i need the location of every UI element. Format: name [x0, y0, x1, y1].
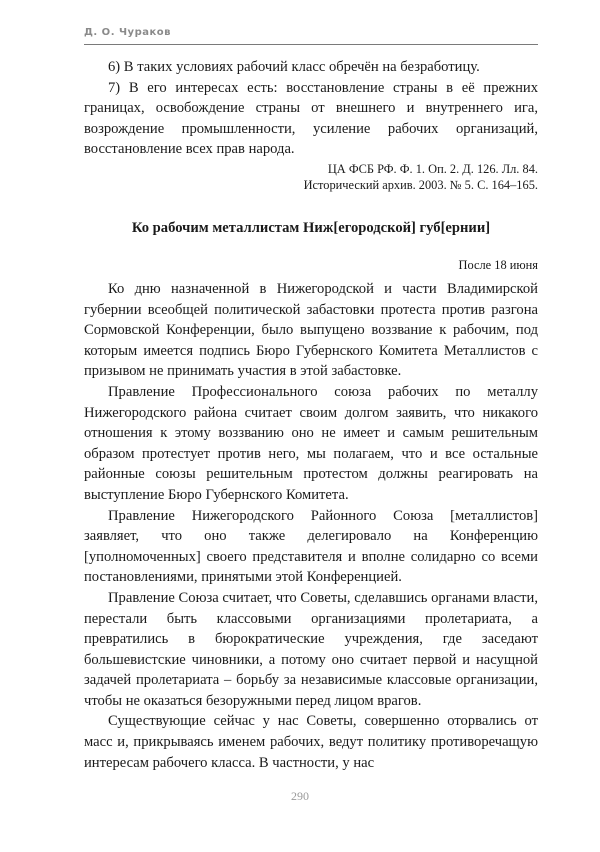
page-number: 290 — [291, 789, 309, 803]
list-block — [84, 57, 538, 160]
header-rule — [84, 44, 538, 45]
running-head-author: Д. О. Чураков — [84, 27, 171, 38]
paragraph: Существующие сейчас у нас Советы, совершенно оторвались от масс и, прикрываясь именем рабочих, ведут политику противоречащую интересам рабочего класса. В частности, у нас — [84, 713, 538, 771]
source-citation-journal: Исторический архив. 2003. № 5. С. 164–165. — [303, 178, 538, 192]
list-item-7: 7) В его интересах есть: восстановление страны в её прежних границах, освобождение страны от внешнего и внутреннего ига, возрождение промышленности, усиление рабочих организаций, восстановление всех прав народа. — [84, 79, 538, 158]
source-citation-archive: ЦА ФСБ РФ. Ф. 1. Оп. 2. Д. 126. Лл. 84. — [327, 162, 538, 176]
list-item-6: 6) В таких условиях рабочий класс обречён на безработицу. — [108, 59, 480, 75]
paragraph: Правление Нижегородского Районного Союза [металлистов] заявляет, что оно также делегировало на Конференцию [уполномоченных] своего представителя и вполне солидарно со всеми постановлениями, принятыми этой Конференцией. — [84, 507, 538, 586]
paragraph: Правление Союза считает, что Советы, сделавшись органами власти, перестали быть классовыми организациями пролетариата, а превратились в бюрократические учреждения, где заседают большевистские чиновники, а потому оно считает первой и насущной задачей пролетариата – борьбу за независимые классовые организации, чтобы не оказаться безоружными перед лицом врагов. — [84, 589, 538, 709]
document-body — [84, 279, 538, 773]
document-title: Ко рабочим металлистам Ниж[егородской] губ[ернии] — [131, 220, 491, 236]
paragraph: Ко дню назначенной в Нижегородской и части Владимирской губернии всеобщей политической забастовки протеста против разгона Сормовской Конференции, было выпущено воззвание к рабочим, под которым имеется подпись Бюро Губернского Комитета Металлистов с призывом не принимать участия в этой забастовке. — [84, 281, 538, 380]
document-date: После 18 июня — [458, 258, 538, 272]
paragraph: Правление Профессионального союза рабочих по металлу Нижегородского района считает своим долгом заявить, что никакого отношения к этому воззванию оно не имеет и самым решительным образом протестует против него, мы полагаем, что и все остальные районные союзы решительным протестом должны реагировать на выступление Бюро Губернского Комитета. — [84, 383, 538, 503]
